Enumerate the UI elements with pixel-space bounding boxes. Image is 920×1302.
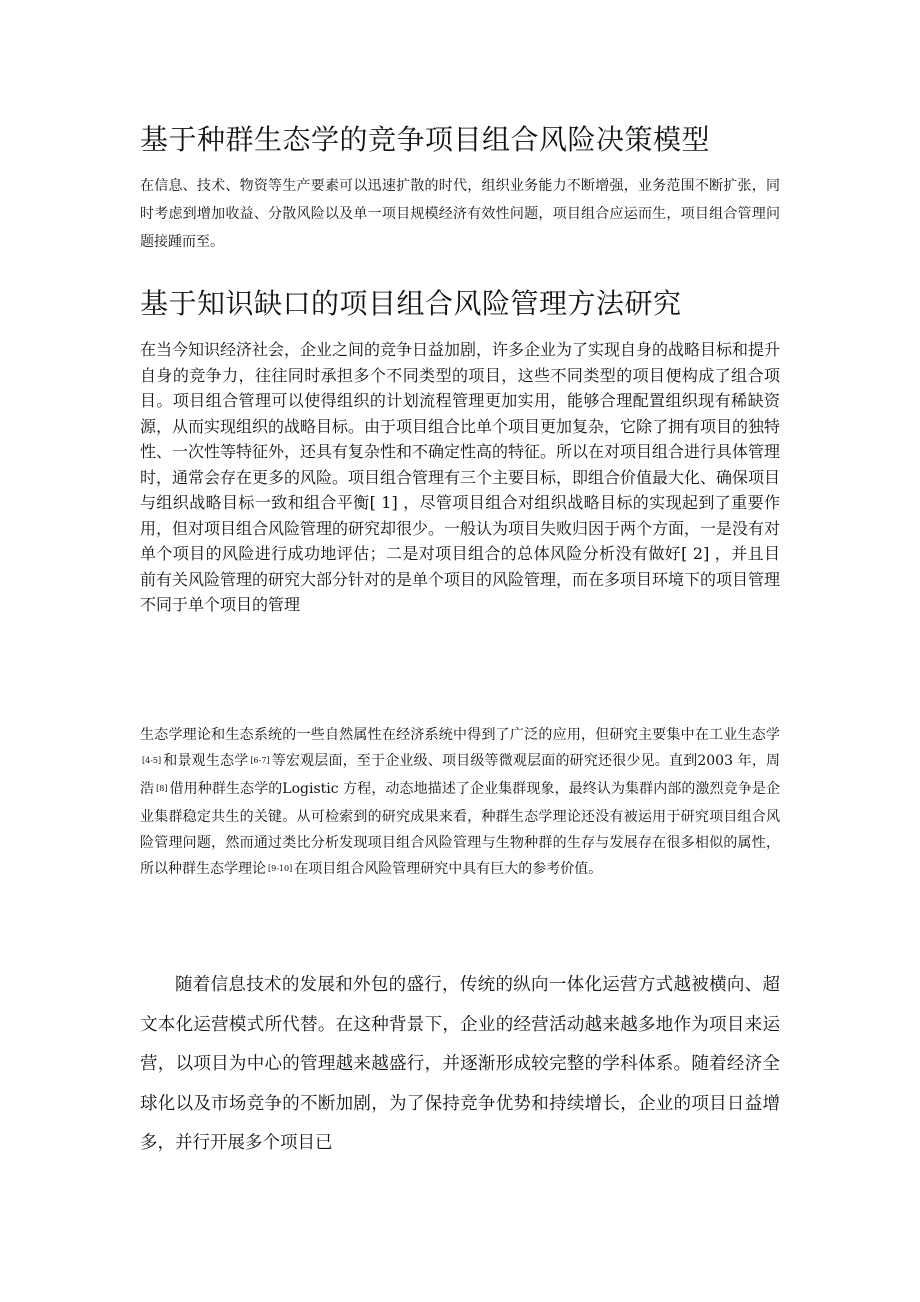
ecology-text-1: 生态学理论和生态系统的一些自然属性在经济系统中得到了广泛的应用，但研究主要集中在工业生态学 (140, 727, 780, 743)
citation-9-10: [9-10] (268, 864, 293, 873)
section-body-knowledge-gap: 在当今知识经济社会，企业之间的竞争日益加剧，许多企业为了实现自身的战略目标和提升自身的竞争力，往往同时承担多个不同类型的项目，这些不同类型的项目便构成了组合项目。项目组合管理可以使得组织的计划流程管理更加实用，能够合理配置组织现有稀缺资源，从而实现组织的战略目标。由于项目组合比单个项目更加复杂，它除了拥有项目的独特性、一次性等特征外，还具有复杂性和不确定性高的特征。所以在对项目组合进行具体管理时，通常会存在更多的风险。项目组合管理有三个主要目标，即组合价值最大化、确保项目与组织战略目标一致和组合平衡[ 1] ，尽管项目组合对组织战略目标的实现起到了重要作用，但对项目组合风险管理的研究却很少。一般认为项目失败归因于两个方面，一是没有对单个项目的风险进行成功地评估；二是对项目组合的总体风险分析没有做好[ 2] ，并且目前有关风险管理的研究大部分针对的是单个项目的风险管理，而在多项目环境下的项目管理不同于单个项目的管理 (140, 340, 781, 614)
section-title-knowledge-gap: 基于知识缺口的项目组合风险管理方法研究 (140, 287, 682, 320)
ecology-text-4: 借用种群生态学的Logistic 方程，动态地描述了企业集群现象，最终认为集群内部的激烈竞争是企业集群稳定共生的关键。从可检索到的研究成果来看，种群生态学理论还没有被运用于研究项目组合风险管理问题，然而通过类比分析发现项目组合风险管理与生物种群的生存与发展存在很多相似的属性，所以种群生态学理论 (140, 781, 781, 877)
citation-4-5: [4-5] (142, 756, 162, 765)
section-title-population-ecology: 基于种群生态学的竞争项目组合风险决策模型 (140, 123, 711, 156)
intro-paragraph: 随着信息技术的发展和外包的盛行，传统的纵向一体化运营方式越被横向、超文本化运营模式所代替。在这种背景下，企业的经营活动越来越多地作为项目来运营，以项目为中心的管理越来越盛行，并逐渐形成较完整的学科体系。随着经济全球化以及市场竞争的不断加剧，为了保持竞争优势和持续增长，企业的项目日益增多，并行开展多个项目已 (140, 975, 780, 1153)
ecology-text-5: 在项目组合风险管理研究中具有巨大的参考价值。 (294, 861, 603, 877)
citation-6-7: [6-7] (250, 756, 270, 765)
citation-8: [8] (156, 784, 168, 793)
ecology-text-2: 和景观生态学 (163, 753, 249, 769)
ecology-text-3: 等宏观层面，至于企业级、项目级等微观层面的研究还很少见。直到2003 年，周浩 (140, 753, 781, 797)
ecology-theory-paragraph (140, 722, 780, 884)
section-body-population-ecology: 在信息、技术、物资等生产要素可以迅速扩散的时代，组织业务能力不断增强，业务范围不断扩张，同时考虑到增加收益、分散风险以及单一项目规模经济有效性问题，项目组合应运而生，项目组合管理问题接踵而至。 (140, 178, 780, 250)
